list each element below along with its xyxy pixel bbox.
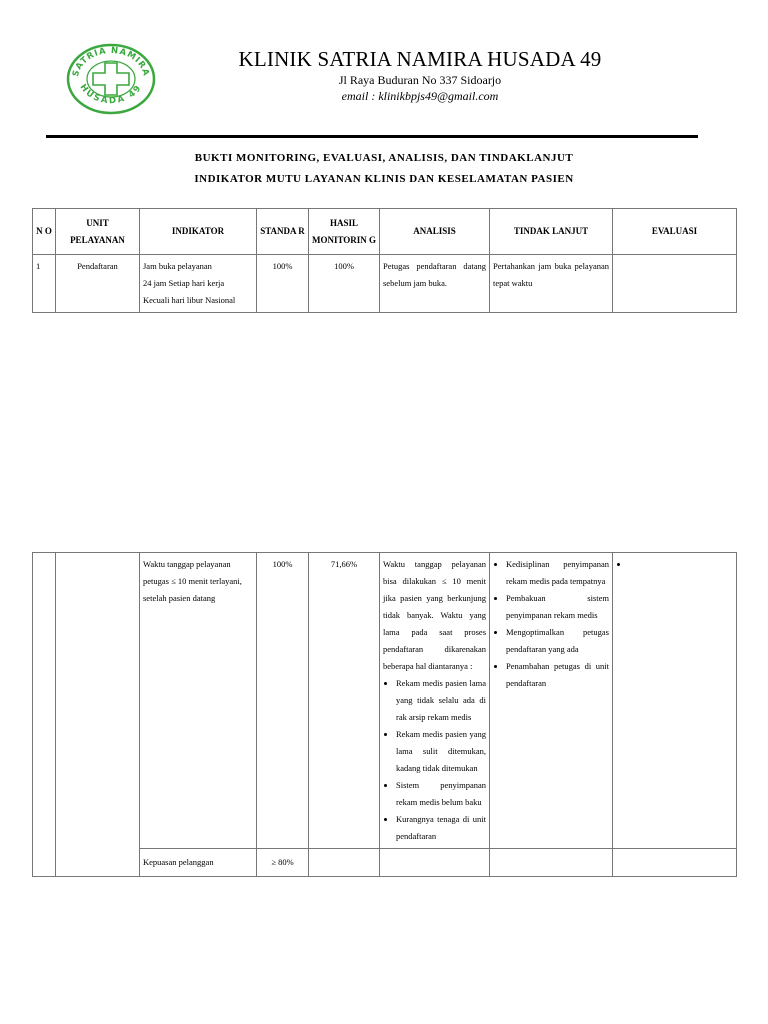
indikator-line: Jam buka pelayanan: [143, 261, 212, 271]
cell-standar: 100%: [257, 553, 309, 849]
cell-standar: ≥ 80%: [257, 849, 309, 877]
analisis-intro: Waktu tanggap pelayanan bisa dilakukan ≤ 10 menit jika pasien yang berkunjung tidak banyak. Waktu yang lama pada saat proses pendaftaran dikarenakan beberapa hal diantaranya :: [383, 559, 486, 671]
list-item: • Kurangnya tenaga di unit pendaftaran: [396, 811, 486, 845]
cell-unit: [56, 553, 140, 877]
cell-hasil: [309, 849, 380, 877]
list-item: • Pembakuan sistem penyimpanan rekam medis: [506, 590, 609, 624]
header-tindak-lanjut: TINDAK LANJUT: [490, 209, 613, 255]
cell-analisis: [380, 849, 490, 877]
cell-evaluasi: [613, 255, 737, 313]
list-item: • Mengoptimalkan petugas pendaftaran yang ada: [506, 624, 609, 658]
clinic-name: KLINIK SATRIA NAMIRA HUSADA 49: [238, 47, 602, 71]
cell-tindak-lanjut: Pertahankan jam buka pelayanan tepat waktu: [490, 255, 613, 313]
header-no: N O: [33, 209, 56, 255]
cell-no: 1: [33, 255, 56, 313]
cell-unit: Pendaftaran: [56, 255, 140, 313]
cell-analisis: Petugas pendaftaran datang sebelum jam buka.: [380, 255, 490, 313]
indikator-line: Kecuali hari libur Nasional: [143, 295, 236, 305]
cell-indikator: [140, 255, 257, 313]
svg-text:HUSADA 49: HUSADA 49: [77, 82, 145, 107]
header-indikator: INDIKATOR: [140, 209, 257, 255]
header-hasil: HASIL MONITORIN G: [309, 209, 380, 255]
cell-indikator: Waktu tanggap pelayanan petugas ≤ 10 menit terlayani, setelah pasien datang: [140, 553, 257, 849]
list-item: • Kedisiplinan penyimpanan rekam medis pada tempatnya: [506, 556, 609, 590]
svg-text:SATRIA NAMIRA: SATRIA NAMIRA: [71, 45, 151, 78]
evaluasi-list: [616, 556, 733, 573]
header-evaluasi: EVALUASI: [613, 209, 737, 255]
header-analisis: ANALISIS: [380, 209, 490, 255]
cell-hasil: 71,66%: [309, 553, 380, 849]
indicator-table-continued: [32, 552, 737, 877]
cell-standar: 100%: [257, 255, 309, 313]
cell-evaluasi: [613, 553, 737, 849]
indikator-line: 24 jam Setiap hari kerja: [143, 278, 225, 288]
indicator-table: [32, 208, 737, 313]
header-standar: STANDA R: [257, 209, 309, 255]
tindak-lanjut-list: [493, 556, 609, 692]
cell-tindak-lanjut: [490, 553, 613, 849]
cell-tindak-lanjut: [490, 849, 613, 877]
clinic-address: Jl Raya Buduran No 337 Sidoarjo: [338, 73, 502, 87]
clinic-logo: [66, 43, 156, 115]
document-title: BUKTI MONITORING, EVALUASI, ANALISIS, DAN TINDAKLANJUT: [194, 152, 574, 164]
list-item: • Rekam medis pasien yang lama sulit ditemukan, kadang tidak ditemukan: [396, 726, 486, 777]
header-unit: UNIT PELAYANAN: [56, 209, 140, 255]
list-item: • Penambahan petugas di unit pendaftaran: [506, 658, 609, 692]
table-header-row: [33, 209, 737, 255]
list-item: [629, 556, 733, 573]
analisis-list: [383, 675, 486, 845]
cell-indikator: Kepuasan pelanggan: [140, 849, 257, 877]
clinic-email: email : klinikbpjs49@gmail.com: [341, 89, 499, 103]
cell-hasil: 100%: [309, 255, 380, 313]
list-item: • Sistem penyimpanan rekam medis belum baku: [396, 777, 486, 811]
document-subtitle: INDIKATOR MUTU LAYANAN KLINIS DAN KESELAMATAN PASIEN: [194, 173, 574, 185]
cell-no: [33, 553, 56, 877]
header-divider: [46, 135, 698, 138]
list-item: • Rekam medis pasien lama yang tidak selalu ada di rak arsip rekam medis: [396, 675, 486, 726]
table-row: [33, 553, 737, 849]
table-row: [33, 255, 737, 313]
cell-analisis: [380, 553, 490, 849]
cell-evaluasi: [613, 849, 737, 877]
